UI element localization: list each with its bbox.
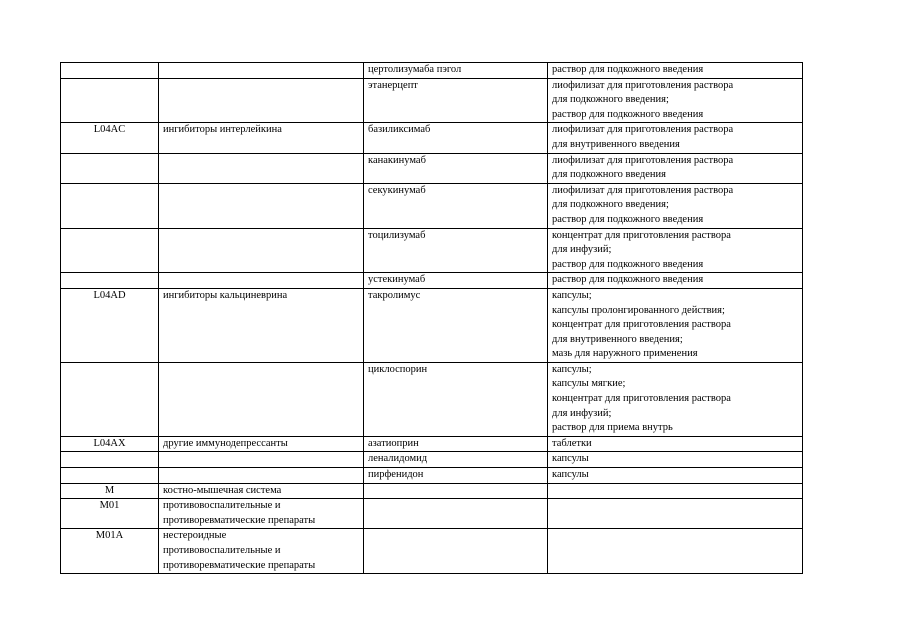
atc-code-cell (61, 362, 159, 436)
group-name-line: нестероидные (163, 530, 227, 542)
drug-name-cell: леналидомид (364, 452, 548, 468)
dosage-forms-cell (548, 273, 803, 289)
dosage-form-line: таблетки (552, 437, 592, 449)
dosage-form-line: для подкожного введения (552, 169, 666, 181)
atc-code-cell (61, 153, 159, 183)
table-row (61, 183, 803, 228)
group-name-cell (159, 63, 364, 79)
atc-code-cell (61, 78, 159, 123)
group-name-cell (159, 228, 364, 273)
dosage-forms-cell (548, 288, 803, 362)
table-row (61, 153, 803, 183)
drug-name-cell: тоцилизумаб (364, 228, 548, 273)
dosage-forms-cell (548, 452, 803, 468)
atc-code-cell: L04AX (61, 436, 159, 452)
table-row (61, 436, 803, 452)
table-row (61, 362, 803, 436)
dosage-form-line: лиофилизат для приготовления раствора (552, 184, 734, 196)
table-body (61, 63, 803, 574)
table-row (61, 63, 803, 79)
atc-code-cell: M01 (61, 499, 159, 529)
table-row (61, 468, 803, 484)
dosage-forms-cell (548, 468, 803, 484)
group-name-cell (159, 183, 364, 228)
drug-name-cell (364, 499, 548, 529)
atc-code-cell (61, 273, 159, 289)
dosage-form-line: для внутривенного введения (552, 138, 680, 150)
atc-code-cell: M01A (61, 529, 159, 574)
dosage-form-line: мазь для наружного применения (552, 348, 698, 360)
group-name-line: ингибиторы интерлейкина (163, 124, 282, 136)
dosage-forms-cell (548, 529, 803, 574)
dosage-form-line: капсулы пролонгированного действия; (552, 304, 725, 316)
dosage-form-line: для внутривенного введения; (552, 333, 683, 345)
drug-table-page (60, 62, 803, 574)
dosage-form-line: концентрат для приготовления раствора (552, 229, 731, 241)
table-row (61, 529, 803, 574)
dosage-form-line: раствор для подкожного введения (552, 258, 704, 270)
drug-name-cell: устекинумаб (364, 273, 548, 289)
drug-name-cell: такролимус (364, 288, 548, 362)
dosage-form-line: раствор для подкожного введения (552, 213, 704, 225)
dosage-forms-cell (548, 123, 803, 153)
table-row (61, 228, 803, 273)
dosage-form-line: лиофилизат для приготовления раствора (552, 154, 734, 166)
dosage-forms-cell (548, 228, 803, 273)
atc-code-cell: M (61, 483, 159, 499)
group-name-cell (159, 436, 364, 452)
drug-name-cell: секукинумаб (364, 183, 548, 228)
drug-name-cell (364, 529, 548, 574)
dosage-forms-cell (548, 499, 803, 529)
group-name-line: противоревматические препараты (163, 559, 316, 571)
group-name-cell (159, 529, 364, 574)
group-name-cell (159, 78, 364, 123)
group-name-cell (159, 468, 364, 484)
atc-code-cell (61, 63, 159, 79)
group-name-cell (159, 273, 364, 289)
table-row (61, 288, 803, 362)
dosage-form-line: концентрат для приготовления раствора (552, 393, 731, 405)
atc-code-cell: L04AC (61, 123, 159, 153)
dosage-forms-cell (548, 63, 803, 79)
dosage-forms-cell (548, 362, 803, 436)
dosage-form-line: раствор для подкожного введения (552, 64, 704, 75)
dosage-forms-cell (548, 436, 803, 452)
group-name-line: противовоспалительные и (163, 500, 281, 512)
drug-name-cell: цертолизумаба пэгол (364, 63, 548, 79)
group-name-line: противоревматические препараты (163, 514, 316, 526)
group-name-line: ингибиторы кальциневрина (163, 289, 288, 301)
group-name-line: костно-мышечная система (163, 484, 282, 496)
dosage-form-line: лиофилизат для приготовления раствора (552, 124, 734, 136)
dosage-form-line: концентрат для приготовления раствора (552, 319, 731, 331)
table-row (61, 483, 803, 499)
dosage-form-line: раствор для подкожного введения (552, 108, 704, 120)
group-name-cell (159, 288, 364, 362)
table-row (61, 452, 803, 468)
drug-name-cell: канакинумаб (364, 153, 548, 183)
atc-code-cell: L04AD (61, 288, 159, 362)
dosage-form-line: раствор для приема внутрь (552, 422, 673, 434)
dosage-form-line: для подкожного введения; (552, 199, 669, 211)
dosage-forms-cell (548, 153, 803, 183)
group-name-line: противовоспалительные и (163, 545, 281, 556)
dosage-form-line: капсулы (552, 453, 589, 465)
table-row (61, 499, 803, 529)
drug-classification-table (60, 62, 803, 574)
drug-name-cell: этанерцепт (364, 78, 548, 123)
group-name-cell (159, 123, 364, 153)
drug-name-cell: циклоспорин (364, 362, 548, 436)
dosage-form-line: раствор для подкожного введения (552, 274, 704, 286)
dosage-form-line: капсулы (552, 469, 589, 481)
group-name-cell (159, 483, 364, 499)
drug-name-cell: азатиоприн (364, 436, 548, 452)
group-name-cell (159, 362, 364, 436)
group-name-line: другие иммунодепрессанты (163, 437, 288, 449)
atc-code-cell (61, 183, 159, 228)
drug-name-cell: пирфенидон (364, 468, 548, 484)
dosage-forms-cell (548, 78, 803, 123)
atc-code-cell (61, 452, 159, 468)
group-name-cell (159, 499, 364, 529)
dosage-form-line: капсулы; (552, 289, 592, 301)
atc-code-cell (61, 228, 159, 273)
group-name-cell (159, 452, 364, 468)
table-row (61, 273, 803, 289)
table-row (61, 78, 803, 123)
dosage-form-line: лиофилизат для приготовления раствора (552, 79, 734, 91)
dosage-form-line: для подкожного введения; (552, 94, 669, 106)
dosage-form-line: для инфузий; (552, 244, 612, 256)
table-row (61, 123, 803, 153)
dosage-form-line: для инфузий; (552, 407, 612, 419)
drug-name-cell (364, 483, 548, 499)
dosage-forms-cell (548, 183, 803, 228)
group-name-cell (159, 153, 364, 183)
dosage-form-line: капсулы; (552, 363, 592, 375)
dosage-forms-cell (548, 483, 803, 499)
atc-code-cell (61, 468, 159, 484)
drug-name-cell: базиликсимаб (364, 123, 548, 153)
dosage-form-line: капсулы мягкие; (552, 378, 626, 390)
